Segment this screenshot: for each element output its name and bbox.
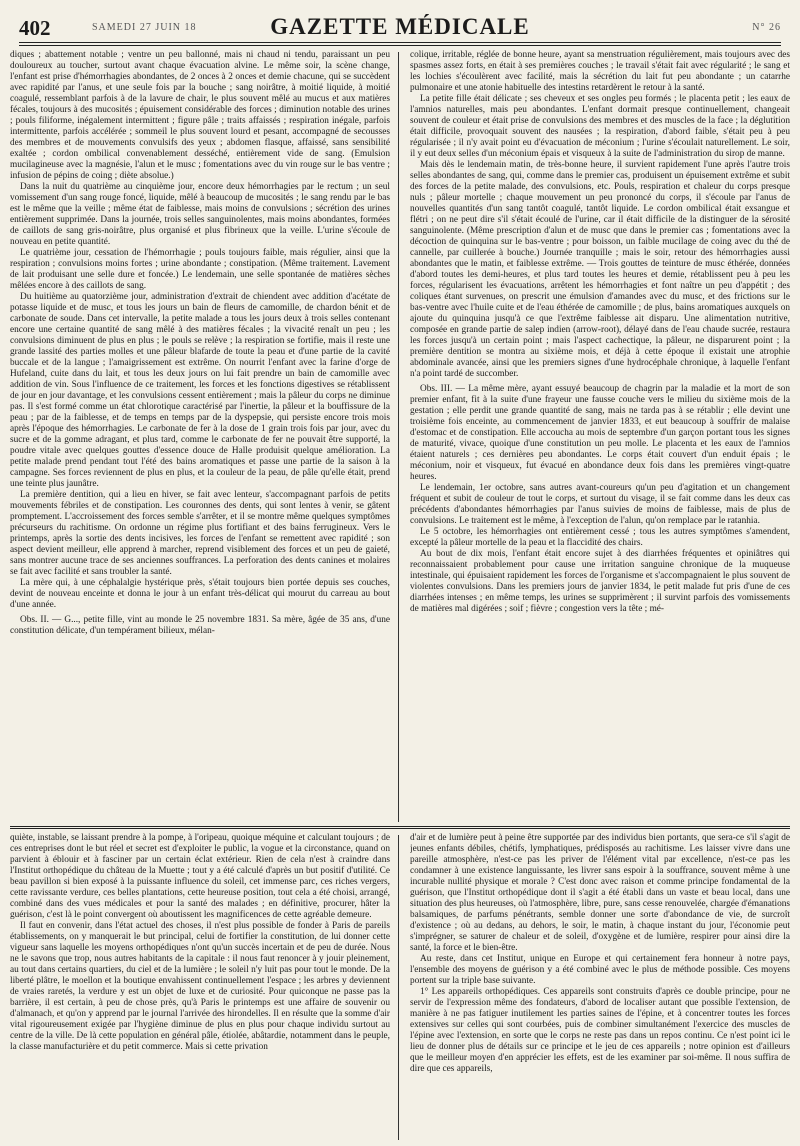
paragraph: Obs. II. — G..., petite fille, vint au monde le 25 novembre 1831. Sa mère, âgée de 35 ans, d'une constitution délicate, d'un tempérament bilieux, mélan- (10, 615, 390, 636)
paragraph: Obs. III. — La même mère, ayant essuyé beaucoup de chagrin par la maladie et la mort de son premier enfant, fit à la suite d'une frayeur une fausse couche vers le milieu du sixième mois de la gestation ; elle perdit une grande quantité de sang, mais ne tarda pas à se rétablir ; elle devint une troisième fois enceinte, au commencement de janvier 1833, et eut beaucoup à souffrir de malaise d'estomac et de constipation. Elle accoucha au mois de septembre d'un garçon portant tous les signes de maturité, vivace, quoique d'une constitution un peu molle. Le placenta et les eaux de l'amnios étaient naturels ; ces dernières peu abondantes. Le corps était couvert d'un enduit épais ; le méconium, noir et visqueux, fut évacué en abondance deux fois dans les premières vingt-quatre heures. (410, 384, 790, 482)
paragraph: colique, irritable, réglée de bonne heure, ayant sa menstruation régulièrement, mais toujours avec des spasmes assez forts, en était à ses premières couches ; le travail s'était fait avec régularité ; le sang et les lochies s'écoulèrent avec facilité, mais la sécrétion du lait fut peu abondante ; un catarrhe pulmonaire et une atonie habituelle des intestins retardèrent le retour à la santé. (410, 50, 790, 93)
page-number: 402 (19, 16, 51, 40)
paragraph: Le quatrième jour, cessation de l'hémorrhagie ; pouls toujours faible, mais régulier, ainsi que la respiration ; convulsions moins fortes ; urine abondante ; constipation. (Même traitement. Lavement de lait produisant une selle dure et foncée.) Le lendemain, une selle spontanée de matières sèches mêlées encore à des caillots de sang. (10, 248, 390, 291)
paragraph: Il faut en convenir, dans l'état actuel des choses, il n'est plus possible de fonder à Paris de pareils établissements, on y manquerait le but principal, celui de fortifier la constitution, de lui donner cette vigueur sans laquelle les moyens orthopédiques n'ont qu'un succès incertain et de peu de durée. Nous ne le savons que trop, nous autres habitants de la capitale : il nous faut renoncer à y jouir pleinement, au tout dans certains quartiers, du ciel et de la lumière ; le soleil n'y luit pas pour tout le monde. De la liberté plâtre, le moellon et la boutique envahissent continuellement l'espace ; les arbres y deviennent de vraies raretés, la verdure y est un objet de luxe et de curiosité. Pour quiconque ne passe pas la barrière, il est certain, à peu de chose près, qu'à Paris le printemps est une affaire de souvenir ou d'almanach, et qu'on y apprend par le journal l'arrivée des hirondelles. Il en résulte que la somme d'air vital rigoureusement exigée par l'hygiène diminue de plus en plus pour chaque individu surtout au centre de la ville. De là cette population en général pâle, étiolée, abâtardie, notamment dans le peuple, la classe manufacturière et du petit commerce. Mais si cette privation (10, 921, 390, 1052)
paragraph: La petite fille était délicate ; ses cheveux et ses ongles peu formés ; le placenta petit ; les eaux de l'amnios naturelles, mais peu abondantes. L'enfant dormait presque continuellement, changeait souvent de couleur et était prise de convulsions des membres et des muscles de la face ; la déglutition était difficile, provoquait souvent des nausées ; la respiration, d'abord faible, s'était peu à peu régularisée ; il n'y avait point eu d'évacuation de méconium ; l'urine s'écoulait naturellement. Le soir, il y eut deux selles d'un méconium épais et visqueux à la suite de l'administration du sirop de manne. (410, 94, 790, 159)
paragraph: Au reste, dans cet Institut, unique en Europe et qui certainement fera honneur à notre pays, l'ensemble des moyens de guérison y a été combiné avec le plus de méthode possible. Ces moyens portent sur la triple base suivante. (410, 954, 790, 986)
left-column-bottom (10, 833, 390, 1138)
page-header (9, 0, 791, 46)
paragraph: Le 5 octobre, les hémorrhagies ont entièrement cessé ; tous les autres symptômes s'amendent, excepté la pâleur mortelle de la peau et la flaccidité des chairs. (410, 527, 790, 548)
left-column-top (10, 50, 390, 822)
column-divider-bottom (398, 835, 399, 1140)
paragraph: diques ; abattement notable ; ventre un peu ballonné, mais ni chaud ni tendu, paraissant un peu douloureux au toucher, surtout avant chaque évacuation alvine. Le même soir, la scène change, l'enfant est prise d'hémorrhagies abondantes, de 2 onces à 2 onces et demie chacune, qui se succèdent avec rapidité par l'anus, et une seule fois par la bouche ; sang noirâtre, à moitié liquide, à moitié coagulé, ressemblant parfois à de la lavure de chair, le plus souvent mêlé au mucus et aux matières fécales, toujours à des mucosités ; épuisement considérable des forces ; diminution notable des urines ; pouls filiforme, inégalement intermittent ; figure pâle ; traits affaissés ; respiration inégale, parfois intermittente, parfois accélérée ; sommeil le plus souvent lourd et pesant, accompagné de secousses des membres et de mouvements convulsifs des yeux ; abdomen flasque, affaissé, sans sensibilité exaltée ; cordon ombilical convenablement desséché, entièrement vide de sang. (Emulsion mucilagineuse avec la magnésie, l'alun et le musc ; fomentations avec du vin rouge sur le bas ventre ; infusion de pépins de coing ; diète absolue.) (10, 50, 390, 181)
bottom-section (10, 833, 790, 1138)
paragraph: Du huitième au quatorzième jour, administration d'extrait de chiendent avec addition d'acétate de potasse liquide et de musc, et tous les jours un bain de fleurs de camomille, de chardon bénit et de carbonate de soude. Dans cet intervalle, la petite malade a tous les jours deux à trois selles contenant encore une certaine quantité de sang mêlé à des matières fécales ; la vivacité renaît un peu ; les convulsions diminuent de plus en plus ; le pouls se relève ; la respiration se fortifie, mais il reste une grande lassité des parties molles et une pâleur blafarde de toute la peau et d'une partie de la cavité buccale et de la langue ; l'amaigrissement est extrême. On nourrit l'enfant avec la farine d'orge de Hufeland, cuite dans du lait, et tous les deux jours on lui fait prendre un bain de camomille avec addition de vin. Sous l'influence de ce traitement, les forces et les fonctions digestives se rétablissent de jour en jour davantage, et les convulsions cessent entièrement ; mais la pâleur du corps ne diminue pas. Il s'est formé comme un état chlorotique caractérisé par l'inertie, la pâleur et la bouffissure de la peau ; par de la faiblesse, et de temps en temps par de la dyspepsie, qui persiste encore trois mois après l'époque des hémorrhagies. Le carbonate de fer à la dose de 1 grain trois fois par jour, avec du sucre et de la gomme adragant, et plus tard, comme le carbonate de fer ne pouvait être supporté, la poudre vitale avec quelques gouttes d'essence douce de Halle produisit quelque amélioration. La petite malade prend pendant tout l'été des bains aromatiques et passe une partie de la saison à la campagne. Ses forces reviennent de plus en plus, et la couleur de la peau, de pâle qu'elle était, prend une teinte plus jaunâtre. (10, 292, 390, 489)
top-section (10, 50, 790, 822)
paragraph: La première dentition, qui a lieu en hiver, se fait avec lenteur, s'accompagnant parfois de petits mouvements fébriles et de constipation. Les couronnes des dents, qui sont lentes à venir, se gâtent promptement. L'accroissement des forces semble s'arrêter, et il se montre même quelques symptômes précurseurs du rachitisme. On ordonne un régime plus fortifiant et des bains ferrugineux. Vers le printemps, après la sortie des dents incisives, les forces de l'enfant se remettent avec rapidité ; son aspect devient meilleur, elle apprend à marcher, reprend visiblement des forces et un peu de gaieté, sans montrer aucune trace de ses anciennes souffrances. La perforation des dents canines et molaires se fait avec facilité et sans troubler la santé. (10, 490, 390, 577)
column-divider (398, 52, 399, 822)
paragraph: d'air et de lumière peut à peine être supportée par des individus bien portants, que sera-ce s'il s'agit de jeunes enfants débiles, chétifs, lymphatiques, prédisposés au rachitisme. Les laisser vivre dans une pareille atmosphère, n'est-ce pas les priver de l'élément vital par excellence, n'est-ce pas les condamner à une existence languissante, les livrer sans espoir à la souffrance, souvent même à une incurable nullité physique et morale ? C'est donc avec raison et comme principe fondamental de la guérison, que l'Institut orthopédique dont il s'agit a été établi dans un vaste et beau local, dans une situation des plus heureuses, où l'atmosphère, libre, pure, sans cesse renouvelée, chargée d'émanations balsamiques, de parfums pénétrants, semble donner une sorte d'abondance de vie, de surcroît d'existence ; où au dedans, au dehors, le soir, le matin, à chaque instant du jour, l'économie peut s'imprégner, se saturer de chaleur et de soleil, d'oxygène et de lumière, respirer pour ainsi dire la santé, la force et le bien-être. (410, 833, 790, 953)
paragraph: Mais dès le lendemain matin, de très-bonne heure, il survient rapidement l'une après l'autre trois selles abondantes de sang, qui, comme dans le premier cas, produisent un épuisement extrême et subit des forces de la petite malade, des convulsions, etc. Pouls, respiration et chaleur du corps presque nuls ; pâleur mortelle ; chaque mouvement un peu prononcé du corps, il s'écoule par l'anus de nouvelles quantités d'un sang tantôt coagulé, tantôt liquide. Le cordon ombilical était exsangue et flétri ; on ne peut dire s'il s'était écoulé de l'urine, car il était difficile de la distinguer de la sérosité sanguinolente. (Même prescription d'alun et de musc que dans le premier cas ; fomentations avec la décoction de quinquina sur le bas-ventre ; pour boisson, un faible mucilage de coing avec du thé de cannelle, par cuillerée à bouche.) Journée tranquille ; mais le soir, retour des hémorrhagies aussi abondantes que le matin, et faiblesse extrême. — Trois gouttes de teinture de musc éthérée, données d'abord toutes les demi-heures, et plus tard toutes les heures et demie, rétablissent peu à peu les forces, régularisent les évacuations, arrêtent les hémorrhagies et font naître un peu d'appétit ; des coliques étant survenues, on prescrit une émulsion d'amandes avec du musc, et des frictions sur le bas-ventre avec l'huile cuite et de l'eau éthérée de camomille ; de plus, bains aromatiques auxquels on ajoute du quinquina jusqu'à ce que l'extrême faiblesse ait disparu. Une alimentation nutritive, composée en grande partie de salep indien (arrow-root), délayé dans de l'eau chaude sucrée, restaura les forces jusqu'à un certain point ; mais l'aspect cachectique, la pâleur, ne disparurent point ; la première dentition se montra au sixième mois, et déjà à cette époque il existait une atrophie abdominale avancée, ainsi que les premiers signes d'une hydrocéphale chronique, à laquelle l'enfant n'a point tardé de succomber. (410, 160, 790, 379)
paragraph: La mère qui, à une céphalalgie hystérique près, s'était toujours bien portée depuis ses couches, devint de nouveau enceinte et donna le jour à un enfant très-délicat qui mourut du carreau au bout d'une année. (10, 578, 390, 610)
header-date: SAMEDI 27 JUIN 18 (92, 22, 197, 33)
paragraph: quiète, instable, se laissant prendre à la pompe, à l'oripeau, quoique méquine et calculant toujours ; de ces entreprises dont le but réel et secret est d'exploiter le public, la vogue et la circonstance, quand on parvient à éblouir et à fasciner par un certain éclat extérieur. Rien de cela n'est à craindre dans l'Institut orthopédique du château de la Muette ; tout y a été calculé d'après un but positif d'utilité. Ce beau pavillon si bien exposé à la puissante influence du soleil, cet immense parc, ces riches vergers, cette ravissante verdure, ces belles plantations, cette heureuse position, tout cela a été choisi, arrangé, combiné dans des vues médicales et pour la santé des malades ; en définitive, procurer, hâter la guérison, c'est là le point convergent où aboutissent les magnificences de cette agréable demeure. (10, 833, 390, 920)
paragraph: Dans la nuit du quatrième au cinquième jour, encore deux hémorrhagies par le rectum ; un seul vomissement d'un sang rouge foncé, liquide, mêlé à beaucoup de mucosités ; le sang rendu par le bas est le même que la veille ; même état de faiblesse, mais moins de convulsions ; sécrétion des urines entièrement supprimée. Dans la journée, trois selles sanguinolentes, mais moins abondantes, formées de caillots de sang gris-noirâtre, plus organisé et plus fibrineux que la veille. L'urine s'écoule de nouveau en petite quantité. (10, 182, 390, 247)
paragraph: 1° Les appareils orthopédiques. Ces appareils sont construits d'après ce double principe, pour ne servir de l'expression même des fondateurs, d'abord de localiser autant que possible l'extension, de manière à ne pas fatiguer inutilement les parties saines de l'épine, et à concentrer toutes les forces extensives sur celles qui sont courbées, puis de combiner simultanément l'exercice des muscles de l'épine avec l'extension, en sorte que le corps ne reste pas dans un repos continu. Ce n'est point ici le lieu de donner plus de détails sur ce principe et le jeu de ces appareils ; notre opinion est d'ailleurs que le meilleur moyen d'en apprécier les effets, est de les examiner par soi-même. Il nous suffira de dire que ces appareils, (410, 987, 790, 1074)
paragraph: Au bout de dix mois, l'enfant était encore sujet à des diarrhées fréquentes et opiniâtres qui reconnaissaient probablement pour cause une irritation sanguine chronique de la muqueuse intestinale, qui épuisaient rapidement les forces de l'organisme et s'accompagnaient le plus souvent de violentes convulsions. Dans les premiers jours de janvier 1834, le petit malade fut pris d'une de ces diarrhées intenses ; en même temps, les urines se supprimèrent ; il survint parfois des vomissements de matières mal digérées ; soif ; fièvre ; congestion vers la tête ; mé- (410, 549, 790, 614)
journal-title: GAZETTE MÉDICALE (270, 14, 530, 39)
feuilleton-divider (10, 826, 790, 829)
header-rule (19, 42, 781, 46)
right-column-bottom (410, 833, 790, 1138)
right-column-top (410, 50, 790, 822)
issue-number: N° 26 (752, 22, 781, 33)
paragraph: Le lendemain, 1er octobre, sans autres avant-coureurs qu'un peu d'agitation et un changement fréquent et subit de couleur de tout le corps, et surtout du visage, il se fait comme dans les deux cas précédents d'abondantes hémorrhagies par l'anus suivies de moins de faiblesse, mais de plus de convulsions. Le traitement est le même, à l'exception de l'alun, qu'on remplace par le ratanhia. (410, 483, 790, 526)
